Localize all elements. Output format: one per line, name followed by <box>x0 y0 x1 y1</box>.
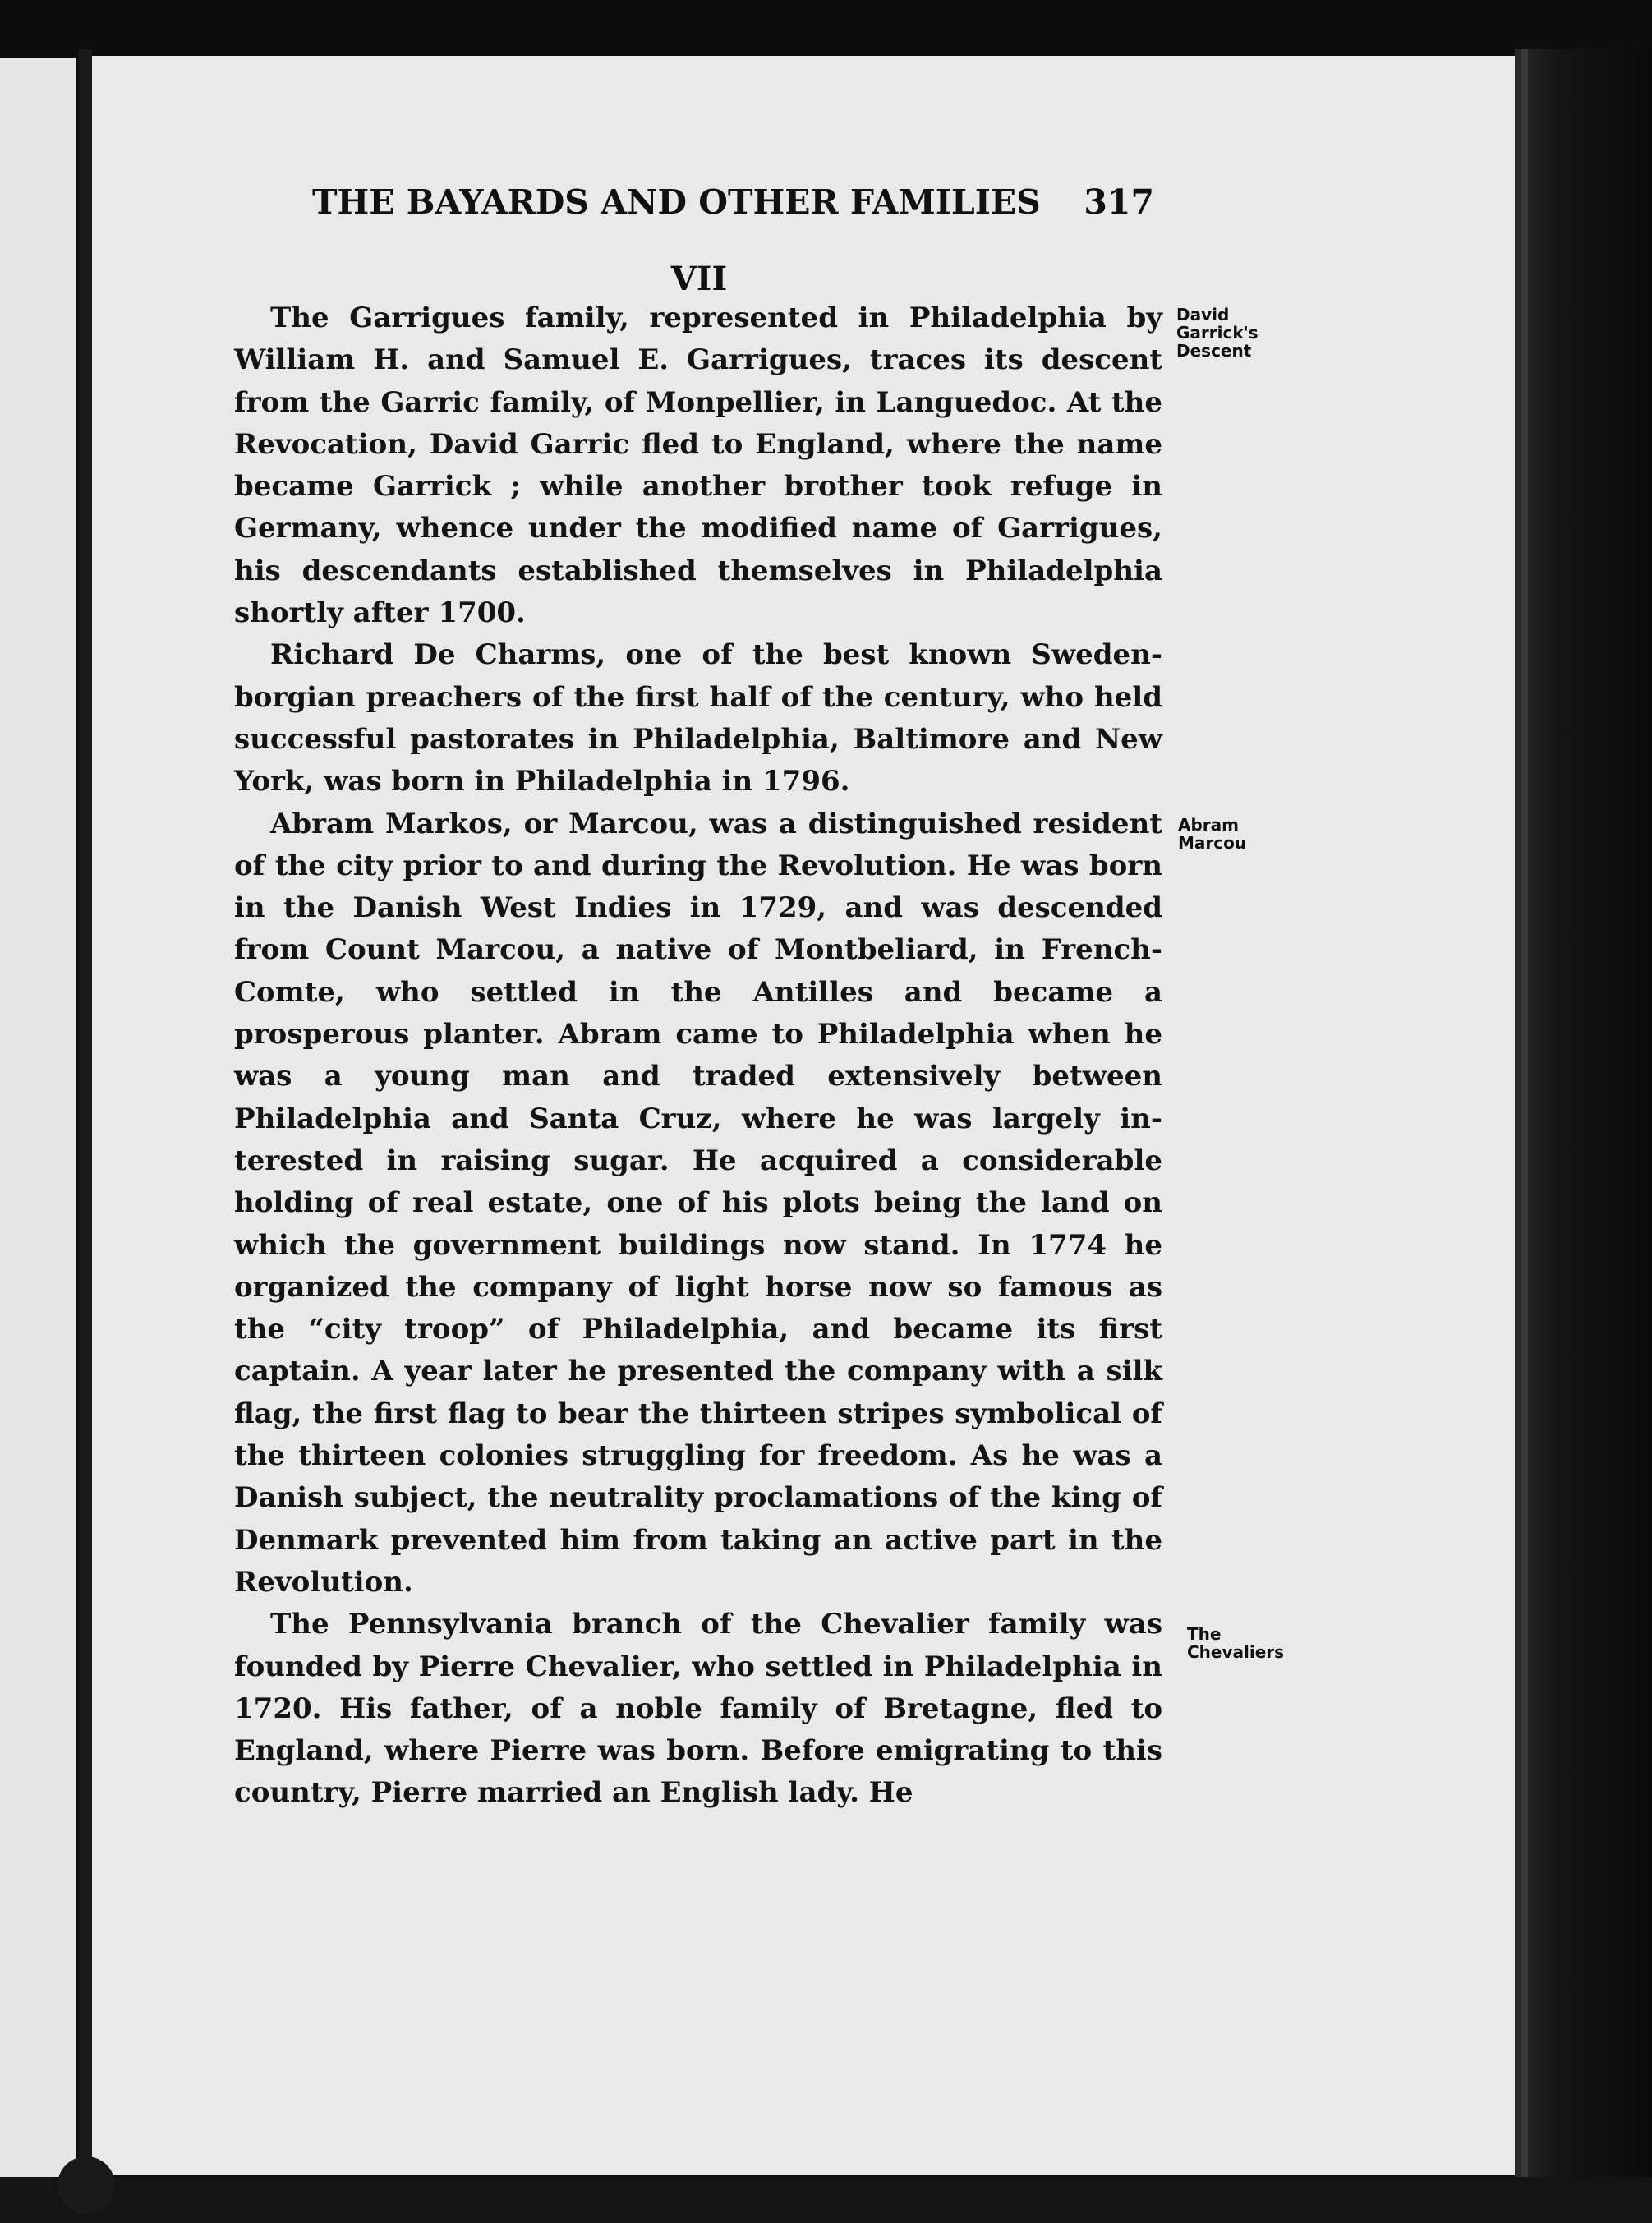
book-gutter <box>79 49 92 2185</box>
side-note-line: Abram <box>1178 815 1239 835</box>
side-note-garrick <box>1176 306 1259 360</box>
paragraph-garrigues: The Garrigues family, represented in Philadelphia by William H. and Samuel E. Garrigues, traces its descent from the Garric family, of Monpellier, in Languedoc. At the Revocation, David Garric fled to England, where the name became Garrick ; while another brother took refuge in Germany, whence under the modified name of Garrigues, his descendants established themselves in Philadelphia shortly after 1700. <box>234 301 1162 630</box>
running-head <box>312 182 1154 222</box>
section-number: VII <box>670 260 728 298</box>
book-cover-edge <box>1515 49 1652 2223</box>
side-note-marcou <box>1178 816 1246 852</box>
page-edge-strip <box>1521 49 1528 2185</box>
side-note-line: Garrick's <box>1176 323 1259 343</box>
page-number: 317 <box>1084 182 1154 222</box>
facing-page-edge <box>0 58 76 2177</box>
side-note-line: Marcou <box>1178 833 1247 853</box>
paragraph-chevalier: The Pennsylvania branch of the Chevalier family was founded by Pierre Chevalier, who settled in Philadelphia in 1720. His father, of a noble family of Bretagne, fled to England, where Pierre was born. Before emigrating to this country, Pierre married an English lady. He <box>234 1608 1162 1810</box>
running-head-title: THE BAYARDS AND OTHER FAMILIES <box>312 182 1041 222</box>
side-note-chevaliers <box>1187 1625 1284 1661</box>
side-note-line: Descent <box>1176 341 1252 361</box>
body-text <box>234 297 1162 1815</box>
side-note-line: The <box>1187 1624 1222 1644</box>
paragraph-marcou: Abram Markos, or Marcou, was a distinguished resident of the city prior to and during the Revolution. He was born in the Danish West Indies in 1729, and was descended from Count Marcou, a native of Montbeliard, in French-Comte, who settled in the Antilles and became a prosperous planter. Abram came to Philadelphia when he was a young man and traded extensively between Philadelphia and Santa Cruz, where he was largely interested in raising sugar. He acquired a considerable holding of real estate, one of his plots being the land on which the government buildings now stand. In 1774 he organized the company of light horse now so famous as the “city troop” of Philadelphia, and became its first captain. A year later he presented the company with a silk flag, the first flag to bear the thirteen stripes symbolical of the thirteen colonies struggling for freedom. As he was a Danish subject, the neutrality proclamations of the king of Denmark prevented him from taking an active part in the Revolution. <box>234 807 1162 1599</box>
paragraph-de-charms: Richard De Charms, one of the best known Swedenborgian preachers of the first half of the century, who held successful pastorates in Philadelphia, Baltimore and New York, was born in Philadelphia in 1796. <box>234 638 1162 799</box>
side-note-line: Chevaliers <box>1187 1642 1285 1662</box>
scan-bottom-border <box>0 2177 1652 2223</box>
side-note-line: David <box>1176 305 1230 324</box>
binding-corner <box>58 2156 115 2214</box>
